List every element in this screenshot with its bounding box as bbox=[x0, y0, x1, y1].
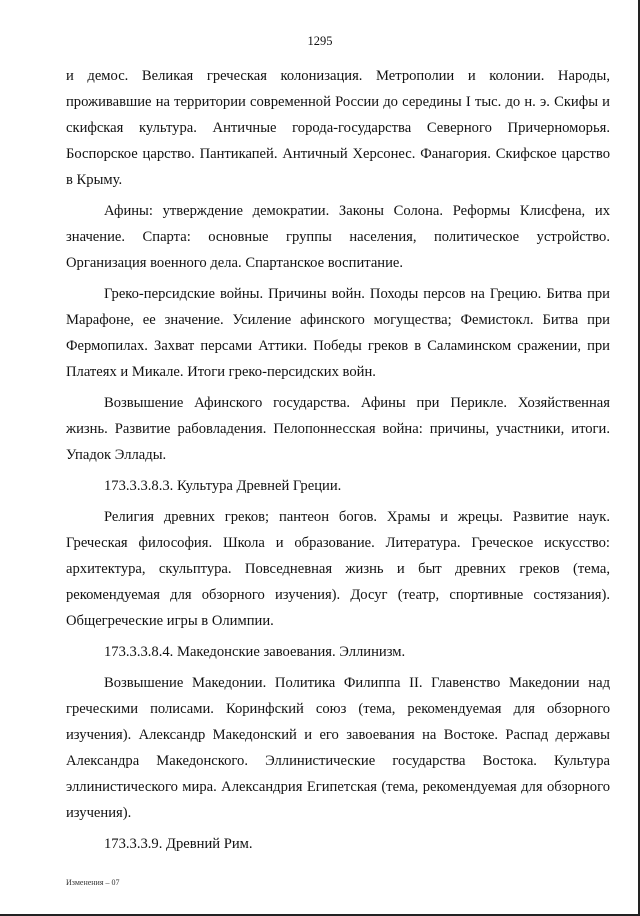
section-heading-macedonian-conquests: 173.3.3.8.4. Македонские завоевания. Эллинизм. bbox=[104, 644, 406, 660]
footer-note: Изменения – 07 bbox=[66, 878, 120, 887]
paragraph-greek-culture: Религия древних греков; пантеон богов. Храмы и жрецы. Развитие наук. Греческая философия. Школа и образование. Литература. Греческое искусство: архитектура, скульптура. Повседневная жизнь и быт древних греков (тема, рекомендуемая для обзорного изучения). Досуг (театр, спортивные состязания). Общегреческие игры в Олимпии. bbox=[66, 509, 610, 629]
paragraph-macedonia: Возвышение Македонии. Политика Филиппа II. Главенство Македонии над греческими полисами. Коринфский союз (тема, рекомендуемая для обзорного изучения). Александр Македонский и его завоевания на Востоке. Распад державы Александра Македонского. Эллинистические государства Востока. Культура эллинистического мира. Александрия Египетская (тема, рекомендуемая для обзорного изучения). bbox=[66, 675, 610, 821]
section-heading-greek-culture: 173.3.3.8.3. Культура Древней Греции. bbox=[104, 478, 342, 494]
document-body bbox=[66, 63, 610, 862]
paragraph-athenian-state: Возвышение Афинского государства. Афины при Перикле. Хозяйственная жизнь. Развитие рабовладения. Пелопоннесская война: причины, участники, итоги. Упадок Эллады. bbox=[66, 395, 610, 463]
page-number: 1295 bbox=[307, 34, 333, 48]
section-heading-ancient-rome: 173.3.3.9. Древний Рим. bbox=[104, 836, 253, 852]
paragraph-greco-persian-wars: Греко-персидские войны. Причины войн. Походы персов на Грецию. Битва при Марафоне, ее значение. Усиление афинского могущества; Фемистокл. Битва при Фермопилах. Захват персами Аттики. Победы греков в Саламинском сражении, при Платеях и Микале. Итоги греко-персидских войн. bbox=[66, 286, 610, 380]
paragraph-athens: Афины: утверждение демократии. Законы Солона. Реформы Клисфена, их значение. Спарта: основные группы населения, политическое устройство. Организация военного дела. Спартанское воспитание. bbox=[66, 203, 610, 271]
paragraph-continuation: и демос. Великая греческая колонизация. Метрополии и колонии. Народы, проживавшие на территории современной России до середины I тыс. до н. э. Скифы и скифская культура. Античные города-государства Северного Причерноморья. Боспорское царство. Пантикапей. Античный Херсонес. Фанагория. Скифское царство в Крыму. bbox=[66, 68, 610, 188]
